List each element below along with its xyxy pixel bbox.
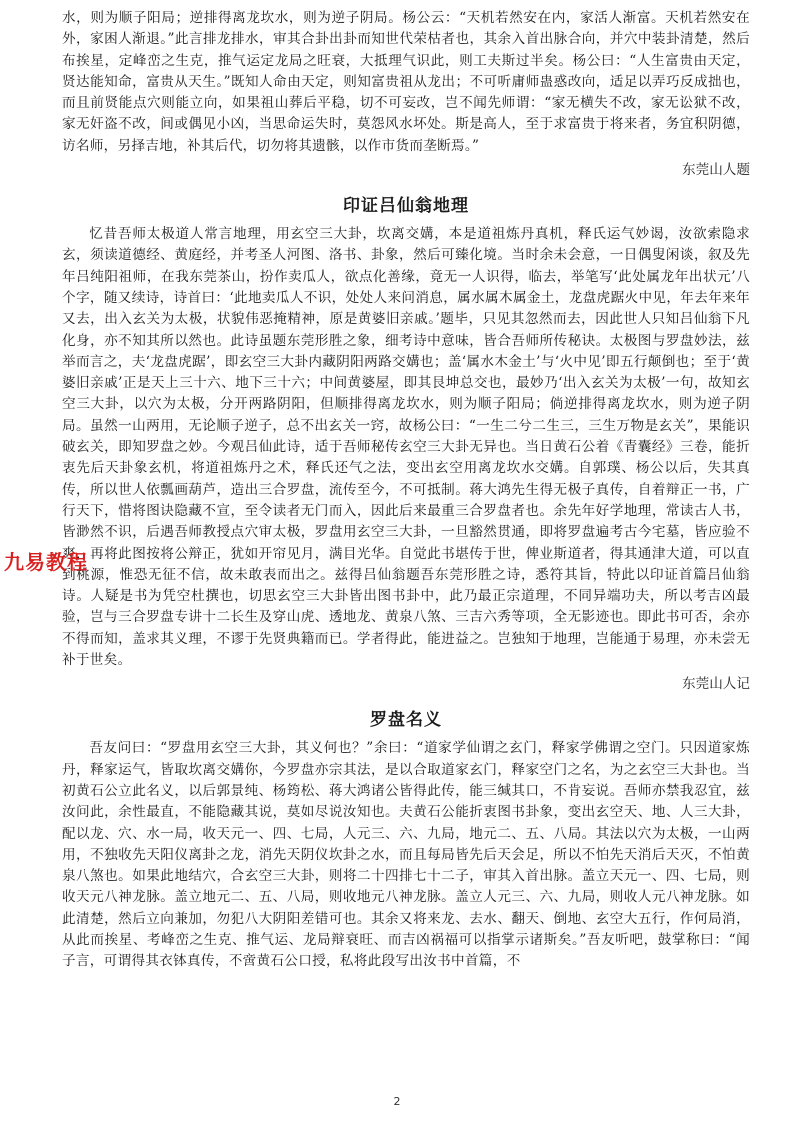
signature-1: 东莞山人题 (682, 162, 750, 179)
signature-2: 东莞山人记 (682, 676, 750, 693)
watermark-logo: 九易教程 (4, 550, 88, 574)
section-title-lv-xian: 印证吕仙翁地理 (343, 196, 469, 217)
intro-paragraph: 水，则为顺子阳局；逆排得离龙坎水，则为逆子阴局。杨公云：“天机若然安在内，家活人渐富。天机若然安在外，家困人渐退。”此言排龙排水，审其合卦出卦而知世代荣枯者也，其余入首出脉合向，并穴中装卦清楚，然后布挨星，定峰峦之生克，推气运定龙局之旺衰，大抵理气识此，则工夫斯过半矣。杨公曰：“人生富贵由天定，贤达能知命，富贵从天生。”既知人命由天定，则知富贵祖从龙出；不可听庸师蛊惑改向，适足以弄巧反成拙也，而且前贤能点穴则能立向，如果祖山葬后平稳，切不可妄改，岂不闻先师谓：“家无横失不改，家无讼狱不改，家无奸盗不改，间或偶见小凶，当思命运失时，莫怨风水坏处。斯是高人，至于求富贵于将来者，务宜积阴德，访名师，另择吉地，补其后代，切勿将其遗骸，以作市货而垄断焉。” (62, 10, 750, 154)
page-body (62, 8, 750, 973)
page-number: 2 (393, 1095, 401, 1108)
lv-xian-paragraph: 忆昔吾师太极道人常言地理，用玄空三大卦，坎离交媾，本是道祖炼丹真机，释氏运气妙谒，汝欲索隐求玄，须读道德经、黄庭经，并考圣人河图、洛书、卦象，然后可臻化境。当时余未会意，一日偶叟闲谈，叙及先年吕纯阳祖师，在我东莞茶山，扮作卖瓜人，欲点化善缘，竟无一人识得，临去，举笔写‘此处属龙年出状元’八个字，随又续诗，诗首曰：‘此地卖瓜人不识，处处人来问消息，属水属木属金土，龙盘虎踞火中见，年去年来年又去，出入玄关为太极，状貌伟恶掩精神，原是黄婆旧亲戚。’题毕，只见其忽然而去，因此世人只知吕仙翁下凡化身，亦不知其所以然也。此诗虽题东莞形胜之象，细考诗中意味，皆合吾师所传秘诀。太极图与罗盘妙法，兹举而言之，夫‘龙盘虎踞’，即玄空三大卦内藏阴阳两路交媾也；盖‘属水木金土’与‘火中见’即五行颠倒也；至于‘黄婆旧亲戚’正是天上三十六、地下三十六；中间黄婆屋，即其艮坤总交也，最妙乃‘出入玄关为太极’一句，故知玄空三大卦，以穴为太极，分开两路阴阳，但顺排得离龙坎水，则为顺子阳局；倘逆排得离龙坎水，则为逆子阴局。虽然一山两用，无论顺子逆子，总不出玄关一窍，故杨公曰：“一生二兮二生三，三生万物是玄关”，果能识破玄关，即知罗盘之妙。今观吕仙此诗，适于吾师秘传玄空三大卦无异也。当日黄石公着《青囊经》三卷，能折衷先后天卦象玄机，将道祖炼丹之术，释氏还气之法，变出玄空用离龙坎水交媾。自郭璞、杨公以后，失其真传，所以世人依瓢画葫芦，造出三合罗盘，流传至今，不可抵制。蒋大鸿先生得无极子真传，自着辩正一书，广行天下，惜将图诀隐藏不宣，至令读者无门而入，因此后来最重三合罗盘者也。余先年好学地理，常读古人书，皆渺然不识，后遇吾师教授点穴审太极，罗盘用玄空三大卦，一旦豁然贯通，即将罗盘遍考古今宅墓，皆应验不爽，再将此图按将公辩正，犹如开帘见月，满目光华。自觉此书堪传于世，俾业斯道者，得其通津大道，可以直到桃源，惟恐无征不信，故未敢表而出之。兹得吕仙翁题吾东莞形胜之诗，悉符其旨，特此以印证首篇吕仙翁诗。人疑是书为凭空杜撰也，切思玄空三大卦皆出图书卦中，此乃最正宗道理，不同异端功夫，所以考吉凶最验，岂与三合罗盘专讲十二长生及穿山虎、透地龙、黄泉八煞、三吉六秀等项，全无影迹也。即此书可否，余亦不得而知，盖求其义理，不谬于先贤典籍而已。学者得此，能进益之。岂独知于地理，岂能通于易理，亦未尝无补于世矣。 (62, 226, 750, 669)
section-title-luopan: 罗盘名义 (370, 710, 442, 731)
luopan-paragraph: 吾友问曰：“罗盘用玄空三大卦，其义何也？”余曰：“道家学仙谓之玄门，释家学佛谓之空门。只因道家炼丹，释家运气，皆取坎离交媾你，今罗盘亦宗其法，是以合取道家玄门，释家空门之名，为之玄空三大卦也。当初黄石公立此名义，以后郭景纯、杨筠松、蒋大鸿诸公皆得此传，能三缄其口，不肯妄说。吾师亦禁我忍宜，兹汝问此，余性最直，不能隐藏其说，莫如尽说汝知也。夫黄石公能折衷图书卦象，变出玄空天、地、人三大卦，配以龙、穴、水一局，收天元一、四、七局，人元三、六、九局，地元二、五、八局。其法以穴为太极，一山两用，不独收先天阳仪离卦之龙，消先天阴仪坎卦之水，而且每局皆先后天会足，所以不怕先天消后天灭，不怕黄泉八煞也。如果此地结穴，合玄空三大卦，则将二十四排七十二子，审其入首出脉。盖立天元一、四、七局，则收天元八神龙脉。盖立地元二、五、八局，则收地元八神龙脉。盖立人元三、六、九局，则收人元八神龙脉。如此清楚，然后立向兼加，勿犯八大阴阳差错可也。其余又将来龙、去水、翻天、倒地、玄空大五行，作何局消，从此而挨星、考峰峦之生克、推气运、龙局辩衰旺、而吉凶祸福可以指掌示诸斯矣。”吾友听吧，鼓掌称曰：“闻子言，可谓得其衣钵真传，不啻黄石公口授，私将此段写出汝书中首篇，不 (62, 740, 750, 970)
